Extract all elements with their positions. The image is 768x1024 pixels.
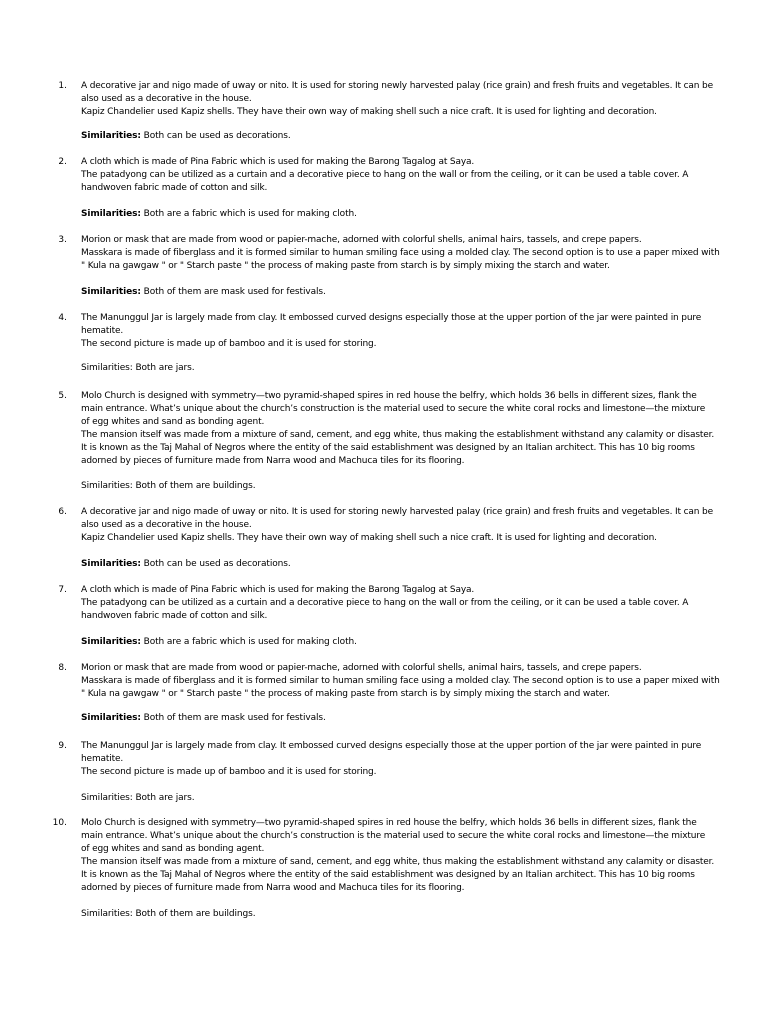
item-number: 8. bbox=[58, 663, 67, 673]
similarity-line bbox=[81, 286, 749, 299]
similarity-line bbox=[81, 208, 749, 221]
item-number: 3. bbox=[58, 235, 67, 245]
item-body bbox=[81, 312, 749, 351]
similarity-text: Similarities: Both of them are buildings. bbox=[81, 481, 256, 491]
item-line: The patadyong can be utilized as a curtain and a decorative piece to hang on the wall or from the ceiling, or it can be used a table cover. A bbox=[81, 170, 689, 180]
item-number: 1. bbox=[58, 81, 67, 91]
item-line: It is known as the Taj Mahal of Negros where the entity of the said establishment was designed by an Italian architect. This has 10 big rooms bbox=[81, 443, 695, 453]
item-line: handwoven fabric made of cotton and silk. bbox=[81, 611, 268, 621]
item-line: Masskara is made of fiberglass and it is formed similar to human smiling face using a molded clay. The second option is to use a paper mixed with bbox=[81, 676, 720, 686]
similarity-text: Both can be used as decorations. bbox=[140, 559, 291, 569]
similarity-text: Similarities: Both are jars. bbox=[81, 793, 195, 803]
item-body bbox=[81, 506, 749, 545]
item-body bbox=[81, 80, 749, 119]
similarity-line bbox=[81, 712, 749, 725]
item-body bbox=[81, 662, 749, 701]
item-line: Morion or mask that are made from wood or papier-mache, adorned with colorful shells, animal hairs, tassels, and crepe papers. bbox=[81, 235, 642, 245]
item-line: The second picture is made up of bamboo and it is used for storing. bbox=[81, 339, 377, 349]
similarity-line bbox=[81, 636, 749, 649]
item-line: main entrance. What’s unique about the church’s construction is the material used to secure the white coral rocks and limestone—the mixture bbox=[81, 404, 706, 414]
item-line: Masskara is made of fiberglass and it is formed similar to human smiling face using a molded clay. The second option is to use a paper mixed with bbox=[81, 248, 720, 258]
item-number: 5. bbox=[58, 391, 67, 401]
similarity-label: Similarities: bbox=[81, 713, 141, 723]
item-line: Kapiz Chandelier used Kapiz shells. They have their own way of making shell such a nice craft. It is used for lighting and decoration. bbox=[81, 107, 657, 117]
item-line: also used as a decorative in the house. bbox=[81, 520, 252, 530]
item-body bbox=[81, 156, 749, 195]
item-line: Molo Church is designed with symmetry—two pyramid-shaped spires in red house the belfry, which holds 36 bells in different sizes, flank the bbox=[81, 391, 697, 401]
similarity-line bbox=[81, 558, 749, 571]
item-line: " Kula na gawgaw " or " Starch paste " the process of making paste from starch is by simply mixing the starch and water. bbox=[81, 261, 610, 271]
item-number: 7. bbox=[58, 585, 67, 595]
item-line: of egg whites and sand as bonding agent. bbox=[81, 844, 265, 854]
similarity-text: Both of them are mask used for festivals. bbox=[140, 287, 326, 297]
item-line: The Manunggul Jar is largely made from clay. It embossed curved designs especially those at the upper portion of the jar were painted in pure bbox=[81, 313, 702, 323]
item-number: 10. bbox=[52, 818, 67, 828]
similarity-line bbox=[81, 480, 749, 493]
similarity-text: Both are a fabric which is used for making cloth. bbox=[140, 209, 357, 219]
item-line: adorned by pieces of furniture made from Narra wood and Machuca tiles for its flooring. bbox=[81, 456, 465, 466]
similarity-label: Similarities: bbox=[81, 287, 141, 297]
similarity-text: Both of them are mask used for festivals. bbox=[140, 713, 326, 723]
item-line: hematite. bbox=[81, 754, 124, 764]
item-line: A cloth which is made of Pina Fabric which is used for making the Barong Tagalog at Saya. bbox=[81, 157, 475, 167]
item-line: The mansion itself was made from a mixture of sand, cement, and egg white, thus making the establishment withstand any calamity or disaster. bbox=[81, 857, 715, 867]
item-line: Kapiz Chandelier used Kapiz shells. They have their own way of making shell such a nice craft. It is used for lighting and decoration. bbox=[81, 533, 657, 543]
item-line: A decorative jar and nigo made of uway or nito. It is used for storing newly harvested palay (rice grain) and fresh fruits and vegetables. It can be bbox=[81, 507, 713, 517]
similarity-line bbox=[81, 908, 749, 921]
similarity-text: Similarities: Both of them are buildings. bbox=[81, 909, 256, 919]
item-line: adorned by pieces of furniture made from Narra wood and Machuca tiles for its flooring. bbox=[81, 883, 465, 893]
item-body bbox=[81, 390, 749, 468]
similarity-label: Similarities: bbox=[81, 637, 141, 647]
item-body bbox=[81, 817, 749, 895]
item-line: The second picture is made up of bamboo and it is used for storing. bbox=[81, 767, 377, 777]
item-line: The Manunggul Jar is largely made from clay. It embossed curved designs especially those at the upper portion of the jar were painted in pure bbox=[81, 741, 702, 751]
item-body bbox=[81, 740, 749, 779]
item-line: A cloth which is made of Pina Fabric which is used for making the Barong Tagalog at Saya. bbox=[81, 585, 475, 595]
item-line: also used as a decorative in the house. bbox=[81, 94, 252, 104]
similarity-text: Both are a fabric which is used for making cloth. bbox=[140, 637, 357, 647]
item-line: It is known as the Taj Mahal of Negros where the entity of the said establishment was designed by an Italian architect. This has 10 big rooms bbox=[81, 870, 695, 880]
similarity-text: Both can be used as decorations. bbox=[140, 131, 291, 141]
item-line: handwoven fabric made of cotton and silk. bbox=[81, 183, 268, 193]
similarity-line bbox=[81, 792, 749, 805]
item-number: 6. bbox=[58, 507, 67, 517]
item-line: main entrance. What’s unique about the church’s construction is the material used to secure the white coral rocks and limestone—the mixture bbox=[81, 831, 706, 841]
item-line: Molo Church is designed with symmetry—two pyramid-shaped spires in red house the belfry, which holds 36 bells in different sizes, flank the bbox=[81, 818, 697, 828]
similarity-line bbox=[81, 130, 749, 143]
similarity-text: Similarities: Both are jars. bbox=[81, 363, 195, 373]
item-body bbox=[81, 234, 749, 273]
item-line: A decorative jar and nigo made of uway or nito. It is used for storing newly harvested palay (rice grain) and fresh fruits and vegetables. It can be bbox=[81, 81, 713, 91]
item-number: 4. bbox=[58, 313, 67, 323]
similarity-line bbox=[81, 362, 749, 375]
similarity-label: Similarities: bbox=[81, 131, 141, 141]
similarity-label: Similarities: bbox=[81, 209, 141, 219]
item-number: 9. bbox=[58, 741, 67, 751]
item-line: hematite. bbox=[81, 326, 124, 336]
similarity-label: Similarities: bbox=[81, 559, 141, 569]
item-line: The patadyong can be utilized as a curtain and a decorative piece to hang on the wall or from the ceiling, or it can be used a table cover. A bbox=[81, 598, 689, 608]
item-number: 2. bbox=[58, 157, 67, 167]
item-line: of egg whites and sand as bonding agent. bbox=[81, 417, 265, 427]
item-line: " Kula na gawgaw " or " Starch paste " the process of making paste from starch is by simply mixing the starch and water. bbox=[81, 689, 610, 699]
item-line: Morion or mask that are made from wood or papier-mache, adorned with colorful shells, animal hairs, tassels, and crepe papers. bbox=[81, 663, 642, 673]
item-body bbox=[81, 584, 749, 623]
item-line: The mansion itself was made from a mixture of sand, cement, and egg white, thus making the establishment withstand any calamity or disaster. bbox=[81, 430, 715, 440]
